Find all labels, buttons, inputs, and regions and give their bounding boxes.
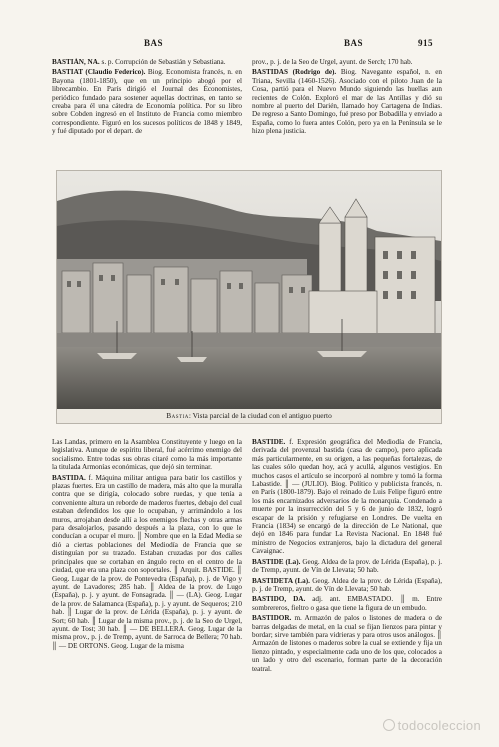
entry-text: s. p. Corrupción de Sebastián y Sebastiana. xyxy=(99,58,226,66)
running-head-right: BAS xyxy=(344,38,364,48)
dictionary-entry xyxy=(252,58,442,66)
dictionary-entry xyxy=(52,438,242,472)
entry-text: Geog. Aldea de la prov. de Lérida (España), p. j. de Tremp, ayunt. de Vín de Llevata; 50 hab. xyxy=(252,576,442,593)
running-head-left: BAS xyxy=(144,38,164,48)
dictionary-entry xyxy=(252,577,442,594)
watermark-logo-icon xyxy=(383,719,395,731)
column-top-left xyxy=(52,58,242,168)
dictionary-entry xyxy=(252,68,442,135)
dictionary-entry xyxy=(252,558,442,575)
dictionary-entry xyxy=(52,474,242,651)
entry-headword: BASTIDE. xyxy=(252,438,286,446)
column-top-right xyxy=(252,58,442,168)
entry-text: Biog. Navegante español, n. en Triana, Sevilla (1460-1526). Asociado con el piloto Juan de la Cosa, partió para el Nuevo Mundo siguiendo las huellas aun recientes de Colón. Exploró el mar de las Antillas y dió su nombre al puerto del Darién, llamado hoy Cartagena de Indias. De regreso a Santo Domingo, fué preso por Bobadilla y enviado a España, como lo fuera antes Colón, pero ya en la Península se le hizo plena justicia. xyxy=(252,68,442,136)
entry-text: f. Máquina militar antigua para batir los castillos y plazas fuertes. Era un castillo de madera, más alto que la muralla contra que se dirigía, colocado sobre ruedas, y que tenía a conveniente altura un reborde de maderos fuertes, debajo del cual estaban defendidos los que lo ocupaban, y arrimándolo a los muros, arrojaban desde allí a los enemigos flechas y otras armas para desalojarlos, pasando después a la plaza, con lo que le conducían a ocupar el muro. ║ Nombre que en la Edad Media se dió a ciertas poblaciones del Mediodía de Francia que se distinguían por su trazado. Estaban cruzadas por dos calles principales que se cortaban en ángulo recto en el centro de la ciudad, que era una plaza con soportales. ║ Arquit. BASTIDE. ║ Geog. Lugar de la prov. de Pontevedra (España), p. j. de Vigo y ayunt. de Lavadores; 285 hab. ║ Aldea de la prov. de Lugo (España), p. j. y ayunt. de Fonsagrada. ║ — (LA). Geog. Lugar de la prov. de Salamanca (España), p. j. y ayunt. de Sequeros; 210 hab. ║ Lugar de la prov. de Lérida (España), p. j. y ayunt. de Sort; 60 hab. ║ Lugar de la misma prov., p. j. de la Seo de Urgel, ayunt. de Tost; 30 hab. ║ — DE BELLERA. Geog. Lugar de la misma prov., p. j. de Tremp, ayunt. de Sarroca de Bellera; 70 hab. ║ — DE ORTONS. Geog. Lugar de la misma xyxy=(52,473,242,650)
entry-headword: BASTIDAS (Rodrigo de). xyxy=(252,68,337,77)
entry-headword: BASTIÁN, NA. xyxy=(52,58,100,66)
dictionary-entry xyxy=(52,58,242,66)
entry-text: Geog. Aldea de la prov. de Lérida (España), p. j. de Tremp, ayunt. de Vín de Llevata; 50 hab. xyxy=(252,557,442,575)
entry-text: m. Armazón de palos o listones de madera o de barras delgadas de metal, en la cual se fijan lienzos para pintar y bordar; sirve también para vidrieras y para otros usos análogos. ║ Armazón de listones o maderos sobre la cual se extiende y fija un lienzo pintado, y especialmente cada uno de los que, colocados a un lado y otro del escenario, forman parte de la decoración teatral. xyxy=(252,614,442,673)
entry-text: prov., p. j. de la Seo de Urgel, ayunt. de Serch; 170 hab. xyxy=(252,58,413,66)
harbor-photo xyxy=(56,170,442,410)
dictionary-entry xyxy=(52,68,242,135)
watermark xyxy=(383,718,481,733)
dictionary-entry xyxy=(252,438,442,556)
entry-text: Biog. Economista francés, n. en Bayona (1801-1850), que en un principio abogó por el librecambio. En París dirigió el Journal des Économistes, periódico fundado para sostener aquellas doctrinas, en tanto se creaba para él una cátedra de Economía política. Por su libro sobre Cobden ingresó en el Instituto de Francia como miembro correspondiente. Figuró en los sucesos políticos de 1848 y 1849, y fué diputado por el depart. de xyxy=(52,68,242,136)
photo-caption xyxy=(56,409,442,424)
page-number: 915 xyxy=(418,38,433,48)
entry-headword: BASTIDOR. xyxy=(252,614,292,623)
caption-lead: Bastia xyxy=(166,411,189,420)
watermark-text: todocoleccion xyxy=(397,718,481,733)
caption-text: : Vista parcial de la ciudad con el antiguo puerto xyxy=(188,411,332,420)
column-bottom-right xyxy=(252,438,442,714)
entry-headword: BASTIDA. xyxy=(52,473,86,482)
entry-headword: BASTIAT (Claudio Federico). xyxy=(52,68,146,77)
entry-text: adj. ant. EMBASTADO. ║ m. Entre sombrereros, fieltro o gasa que tiene la figura de un embudo. xyxy=(252,595,442,612)
entry-text: Las Landas, primero en la Asamblea Constituyente y luego en la legislativa. Aunque de espíritu liberal, fué acérrimo enemigo del socialismo. Entre todas sus obras citaré como la más importante la titulada Armonías económicas, que dejó sin terminar. xyxy=(52,438,242,472)
dictionary-entry xyxy=(252,595,442,612)
entry-headword: BASTIDO, DA. xyxy=(252,595,306,604)
entry-headword: BASTIDETA (La). xyxy=(252,576,310,585)
column-bottom-left xyxy=(52,438,242,714)
dictionary-entry xyxy=(252,614,442,673)
entry-headword: BASTIDE (La). xyxy=(252,557,301,566)
entry-text: f. Expresión geográfica del Mediodía de Francia, derivada del provenzal bastida (casa de campo), pero aplicada más particularmente, en su origen, a las pequeñas fortalezas, de las cuales sólo quedan hoy, acá y acullá, algunos vestigios. En muchos casos el artículo se incorporó al nombre y tomó la forma Labastide. ║ — (JULIO). Biog. Político y publicista francés, n. en París (1800-1879). Bajo el reinado de Luis Felipe figuró entre los más encarnizados adversarios de la monarquía. Condenado a muerte por la insurrección del 5 y 6 de junio de 1832, logró escapar de la prisión y refugiarse en Londres. De vuelta en Francia (1834) se encargó de la dirección de Le National, que dejó en 1846 para fundar La Revista Nacional. En 1848 fué ministro de Negocios extranjeros, bajo la dictadura del general Cavaignac. xyxy=(252,438,442,556)
running-head xyxy=(54,38,445,50)
bastia-harbor-illustration xyxy=(57,171,441,409)
